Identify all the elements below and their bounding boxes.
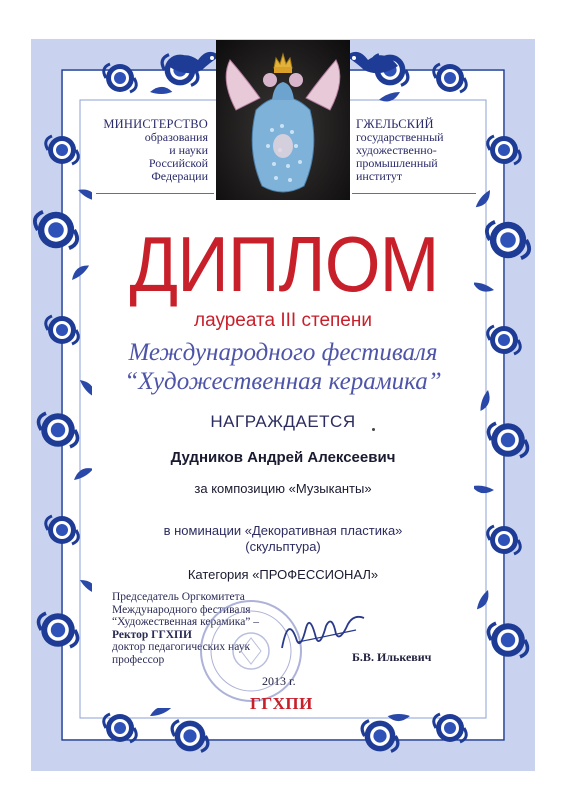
chairman-line: Председатель Оргкомитета (112, 591, 245, 603)
chairman-line: профессор (112, 653, 165, 666)
header-divider (96, 193, 214, 194)
nomination-line: в номинации «Декоративная пластика» (163, 523, 403, 538)
header-divider (352, 193, 476, 194)
ministry-block (96, 118, 208, 183)
laureate-degree: лауреата III степени (194, 310, 372, 331)
institute-line: ГЖЕЛЬСКИЙ (356, 117, 434, 131)
institute-line: институт (356, 169, 403, 183)
festival-line: Международного фестиваля (128, 339, 438, 366)
composition-text: за композицию «Музыканты» (194, 481, 372, 496)
ceramic-vase-image (216, 40, 350, 200)
ministry-line: образования (144, 130, 208, 144)
institute-logo: ГГХПИ (250, 694, 313, 713)
ministry-line: МИНИСТЕРСТВО (103, 117, 208, 131)
chairman-line: Международного фестиваля (112, 603, 251, 616)
chairman-line: Ректор ГГХПИ (112, 628, 192, 641)
festival-line: “Художественная керамика” (124, 368, 442, 395)
ministry-line: Федерации (151, 169, 208, 183)
institute-block (356, 118, 476, 183)
chairman-line: “Художественная керамика” – (112, 616, 260, 628)
institute-line: промышленный (356, 156, 438, 170)
category-text: Категория «ПРОФЕССИОНАЛ» (187, 567, 379, 582)
signer-name: Б.В. Илькевич (352, 650, 432, 664)
festival-name (100, 338, 466, 396)
ministry-line: и науки (169, 143, 208, 157)
nomination-text (100, 523, 466, 555)
institute-line: государственный (356, 130, 444, 144)
issue-year: 2013 г. (262, 674, 296, 688)
nomination-line: (скульптура) (245, 539, 321, 554)
ceramic-vase-photo (216, 40, 350, 200)
ink-dot (372, 428, 375, 431)
institute-line: художественно- (356, 143, 437, 157)
diploma-title: ДИПЛОМ (129, 220, 439, 308)
awarded-heading: НАГРАЖДАЕТСЯ (210, 412, 356, 431)
recipient-name: Дудников Андрей Алексеевич (170, 449, 396, 466)
ministry-line: Российской (148, 156, 208, 170)
chairman-line: доктор педагогических наук (112, 641, 251, 653)
